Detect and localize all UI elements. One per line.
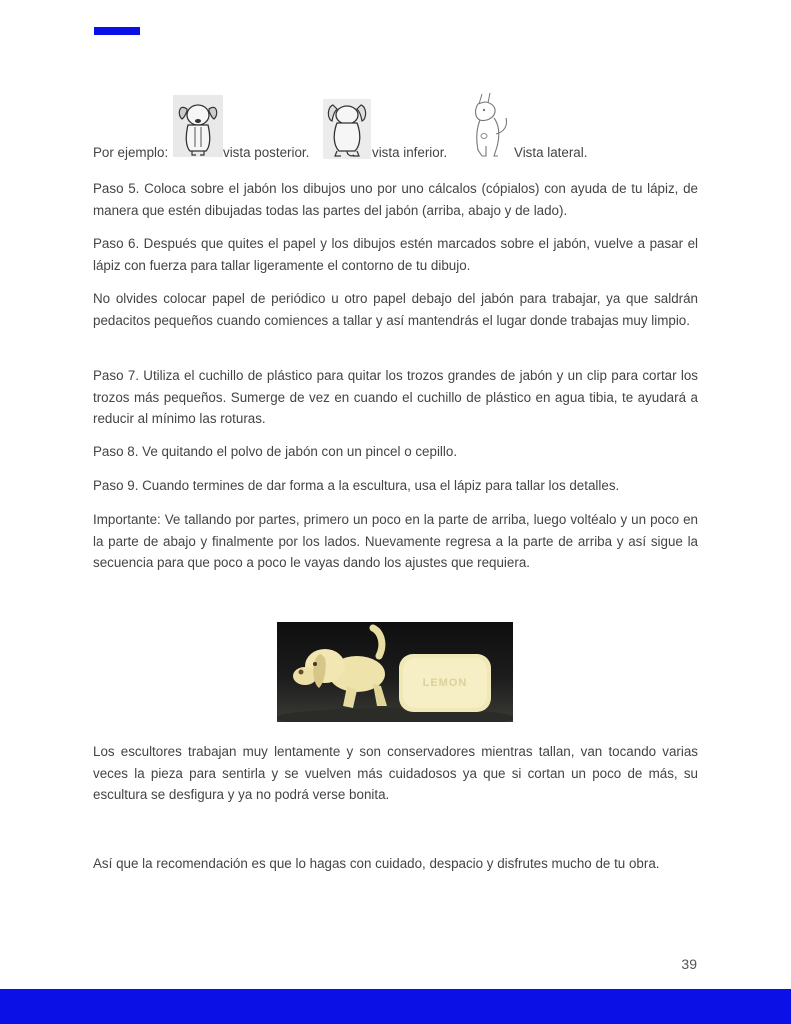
paso9-text: Paso 9. Cuando termines de dar forma a la escultura, usa el lápiz para tallar los detalles. bbox=[93, 478, 620, 493]
soap-bar bbox=[399, 654, 491, 712]
escultores-text: Los escultores trabajan muy lentamente y son conservadores mientras tallan, van tocando varias veces la pieza para sentirla y se vuelven más cuidadosos ya que si cortan un poco de más, su escultura se desfigura y ya no podrá verse bonita. bbox=[93, 744, 698, 802]
dog-side-view-icon bbox=[466, 90, 514, 160]
paso5-text: Paso 5. Coloca sobre el jabón los dibujos uno por uno cálcalos (cópialos) con ayuda de tu lápiz, de manera que estén dibujadas todas las partes del jabón (arriba, abajo y de lado). bbox=[93, 181, 698, 218]
paso8-text: Paso 8. Ve quitando el polvo de jabón con un pincel o cepillo. bbox=[93, 444, 458, 459]
importante-text: Importante: Ve tallando por partes, primero un poco en la parte de arriba, luego voltéalo y un poco en la parte de abajo y finalmente por los lados. Nuevamente regresa a la parte de arriba y así sigue la secuencia para que poco a poco le vayas dando los ajustes que requiera. bbox=[93, 512, 698, 570]
no-olvides-text: No olvides colocar papel de periódico u otro papel debajo del jabón para trabajar, ya que saldrán pedacitos pequeños cuando comiences a tallar y así mantendrás el lugar donde trabajas muy limpio. bbox=[93, 291, 698, 328]
paragraph-paso8 bbox=[93, 441, 698, 463]
paragraph-escultores bbox=[93, 741, 698, 806]
example-views-row bbox=[93, 90, 698, 162]
dog-bottom-view-icon bbox=[323, 99, 371, 159]
paragraph-paso7 bbox=[93, 365, 698, 430]
paragraph-no-olvides bbox=[93, 288, 698, 331]
example-label-bottom: vista inferior. bbox=[372, 145, 448, 160]
paragraph-asi-que bbox=[93, 853, 698, 875]
carved-dog bbox=[293, 628, 387, 708]
top-accent-bar bbox=[94, 27, 140, 35]
bottom-accent-bar bbox=[0, 989, 791, 1024]
soap-dog-sculpture-image bbox=[277, 622, 513, 722]
paso6-text: Paso 6. Después que quites el papel y los dibujos estén marcados sobre el jabón, vuelve a pasar el lápiz con fuerza para tallar ligeramente el contorno de tu dibujo. bbox=[93, 236, 698, 273]
example-prefix: Por ejemplo: bbox=[93, 145, 169, 160]
dog-back-view-icon bbox=[173, 95, 223, 157]
paragraph-paso5 bbox=[93, 178, 698, 221]
soap-brand-text: LEMON bbox=[422, 677, 468, 689]
paragraph-paso9 bbox=[93, 475, 698, 497]
example-label-side: Vista lateral. bbox=[514, 145, 588, 160]
paragraph-importante bbox=[93, 509, 698, 574]
paso7-text: Paso 7. Utiliza el cuchillo de plástico para quitar los trozos grandes de jabón y un clip para cortar los trozos más pequeños. Sumerge de vez en cuando el cuchillo de plástico en agua tibia, te ayudará a reducir al mínimo las roturas. bbox=[93, 368, 698, 426]
page-number: 39 bbox=[681, 956, 697, 972]
paragraph-paso6 bbox=[93, 233, 698, 276]
asi-que-text: Así que la recomendación es que lo hagas con cuidado, despacio y disfrutes mucho de tu obra. bbox=[93, 856, 660, 871]
soap-sculpture-photo bbox=[277, 622, 513, 722]
example-label-back: vista posterior. bbox=[223, 145, 310, 160]
